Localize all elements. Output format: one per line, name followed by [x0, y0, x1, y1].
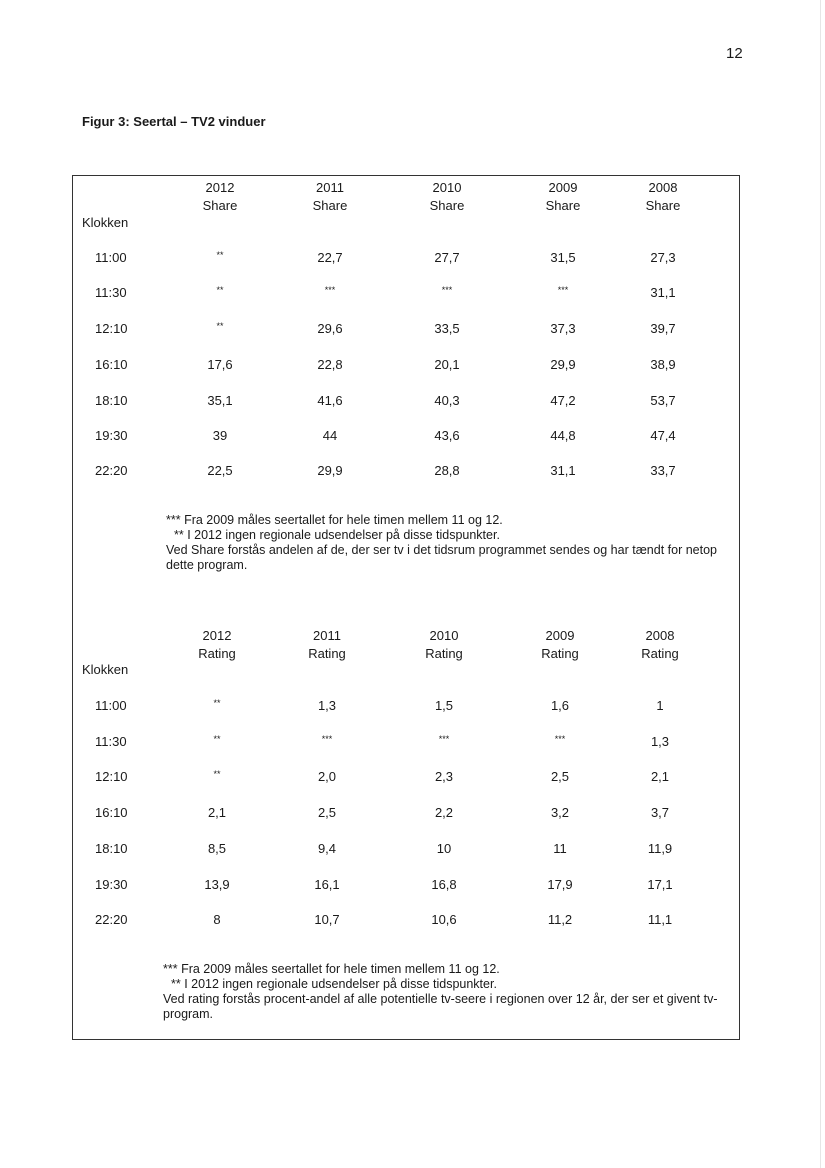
value-cell: 39,7 — [650, 321, 676, 336]
time-cell: 11:30 — [95, 285, 127, 300]
value-cell: 47,2 — [550, 393, 576, 408]
value-cell: 13,9 — [204, 877, 230, 892]
value-cell: 29,9 — [550, 357, 576, 372]
value-cell: 3,2 — [550, 805, 570, 820]
column-year: 2009 — [545, 628, 575, 643]
column-year: 2011 — [316, 180, 344, 195]
value-cell: 11,2 — [547, 912, 573, 927]
column-metric: Rating — [425, 646, 463, 661]
row-header-label: Klokken — [82, 662, 129, 677]
value-cell: 8 — [213, 912, 221, 927]
time-cell: 12:10 — [95, 769, 128, 784]
value-cell: 53,7 — [650, 393, 676, 408]
time-cell: 19:30 — [95, 428, 128, 443]
column-metric: Rating — [308, 646, 346, 661]
column-metric: Rating — [198, 646, 236, 661]
column-year: 2010 — [432, 180, 462, 195]
column-metric: Share — [645, 198, 681, 213]
value-cell: 10,7 — [314, 912, 340, 927]
time-cell: 11:00 — [95, 250, 127, 265]
value-cell: 8,5 — [207, 841, 227, 856]
value-cell: *** — [438, 734, 450, 744]
column-metric: Rating — [641, 646, 679, 661]
time-cell: 19:30 — [95, 877, 128, 892]
value-cell: 40,3 — [434, 393, 460, 408]
value-cell: 37,3 — [550, 321, 576, 336]
time-cell: 12:10 — [95, 321, 128, 336]
value-cell: 22,8 — [317, 357, 343, 372]
note-line: ** I 2012 ingen regionale udsendelser på disse tidspunkter. — [174, 528, 500, 542]
note-line: *** Fra 2009 måles seertallet for hele timen mellem 11 og 12. — [163, 962, 500, 976]
value-cell: *** — [321, 734, 333, 744]
value-cell: 17,9 — [547, 877, 573, 892]
note-line: ** I 2012 ingen regionale udsendelser på disse tidspunkter. — [171, 977, 497, 991]
time-cell: 16:10 — [95, 357, 128, 372]
note-line: Ved Share forstås andelen af de, der ser tv i det tidsrum programmet sendes og har tændt for netop dette program. — [166, 543, 718, 572]
value-cell: 2,1 — [207, 805, 227, 820]
value-cell: 22,5 — [207, 463, 233, 478]
value-cell: 27,3 — [650, 250, 676, 265]
column-header — [177, 627, 257, 663]
column-header — [620, 627, 700, 663]
value-cell: 1,3 — [317, 698, 337, 713]
value-cell: 38,9 — [650, 357, 676, 372]
column-year: 2008 — [648, 180, 678, 195]
value-cell: *** — [554, 734, 566, 744]
column-year: 2012 — [205, 180, 235, 195]
value-cell: 10,6 — [431, 912, 457, 927]
value-cell: 31,1 — [650, 285, 676, 300]
column-header — [180, 179, 260, 215]
column-year: 2008 — [645, 628, 675, 643]
column-header — [520, 627, 600, 663]
value-cell: 2,0 — [317, 769, 337, 784]
column-metric: Share — [545, 198, 581, 213]
time-cell: 18:10 — [95, 841, 128, 856]
value-cell: 39 — [212, 428, 228, 443]
value-cell: 41,6 — [317, 393, 343, 408]
time-cell: 22:20 — [95, 463, 128, 478]
value-cell: 3,7 — [650, 805, 670, 820]
value-cell: 2,5 — [550, 769, 570, 784]
value-cell: *** — [324, 285, 336, 295]
column-metric: Share — [312, 198, 348, 213]
value-cell: ** — [213, 734, 221, 744]
value-cell: *** — [441, 285, 453, 295]
value-cell: 2,2 — [434, 805, 454, 820]
column-header — [523, 179, 603, 215]
value-cell: 17,6 — [207, 357, 233, 372]
column-year: 2012 — [202, 628, 232, 643]
column-header — [290, 179, 370, 215]
figure-frame — [72, 175, 740, 1040]
value-cell: 31,1 — [550, 463, 576, 478]
page-number: 12 — [726, 45, 743, 62]
value-cell: 11,9 — [647, 841, 673, 856]
value-cell: 29,9 — [317, 463, 343, 478]
time-cell: 16:10 — [95, 805, 128, 820]
value-cell: 33,5 — [434, 321, 460, 336]
note-line: Ved rating forstås procent-andel af alle potentielle tv-seere i regionen over 12 år, der ser et givent tv-program. — [163, 992, 718, 1021]
value-cell: 1 — [656, 698, 664, 713]
value-cell: *** — [557, 285, 569, 295]
scan-edge-line — [820, 0, 821, 1168]
value-cell: 27,7 — [434, 250, 460, 265]
value-cell: 33,7 — [650, 463, 676, 478]
column-header — [287, 627, 367, 663]
column-metric: Share — [429, 198, 465, 213]
time-cell: 11:00 — [95, 698, 127, 713]
time-cell: 18:10 — [95, 393, 128, 408]
column-year: 2009 — [548, 180, 578, 195]
value-cell: 16,1 — [314, 877, 340, 892]
value-cell: ** — [216, 321, 224, 331]
time-cell: 22:20 — [95, 912, 128, 927]
value-cell: 2,5 — [317, 805, 337, 820]
column-metric: Share — [202, 198, 238, 213]
value-cell: 29,6 — [317, 321, 343, 336]
column-header — [623, 179, 703, 215]
value-cell: 43,6 — [434, 428, 460, 443]
value-cell: 16,8 — [431, 877, 457, 892]
value-cell: ** — [213, 769, 221, 779]
value-cell: 1,5 — [434, 698, 454, 713]
value-cell: 31,5 — [550, 250, 576, 265]
value-cell: 2,3 — [434, 769, 454, 784]
column-year: 2011 — [313, 628, 341, 643]
column-year: 2010 — [429, 628, 459, 643]
value-cell: ** — [216, 250, 224, 260]
value-cell: 9,4 — [317, 841, 337, 856]
column-header — [404, 627, 484, 663]
value-cell: ** — [216, 285, 224, 295]
note-line: *** Fra 2009 måles seertallet for hele timen mellem 11 og 12. — [166, 513, 503, 527]
time-cell: 11:30 — [95, 734, 127, 749]
value-cell: 22,7 — [317, 250, 343, 265]
value-cell: ** — [213, 698, 221, 708]
value-cell: 1,3 — [650, 734, 670, 749]
value-cell: 28,8 — [434, 463, 460, 478]
value-cell: 44 — [322, 428, 338, 443]
value-cell: 11,1 — [647, 912, 673, 927]
value-cell: 35,1 — [207, 393, 233, 408]
value-cell: 17,1 — [647, 877, 673, 892]
figure-title: Figur 3: Seertal – TV2 vinduer — [82, 114, 266, 129]
value-cell: 2,1 — [650, 769, 670, 784]
value-cell: 11 — [553, 841, 567, 856]
value-cell: 1,6 — [550, 698, 570, 713]
value-cell: 20,1 — [434, 357, 460, 372]
row-header-label: Klokken — [82, 215, 129, 230]
column-header — [407, 179, 487, 215]
value-cell: 47,4 — [650, 428, 676, 443]
value-cell: 44,8 — [550, 428, 576, 443]
value-cell: 10 — [436, 841, 452, 856]
column-metric: Rating — [541, 646, 579, 661]
